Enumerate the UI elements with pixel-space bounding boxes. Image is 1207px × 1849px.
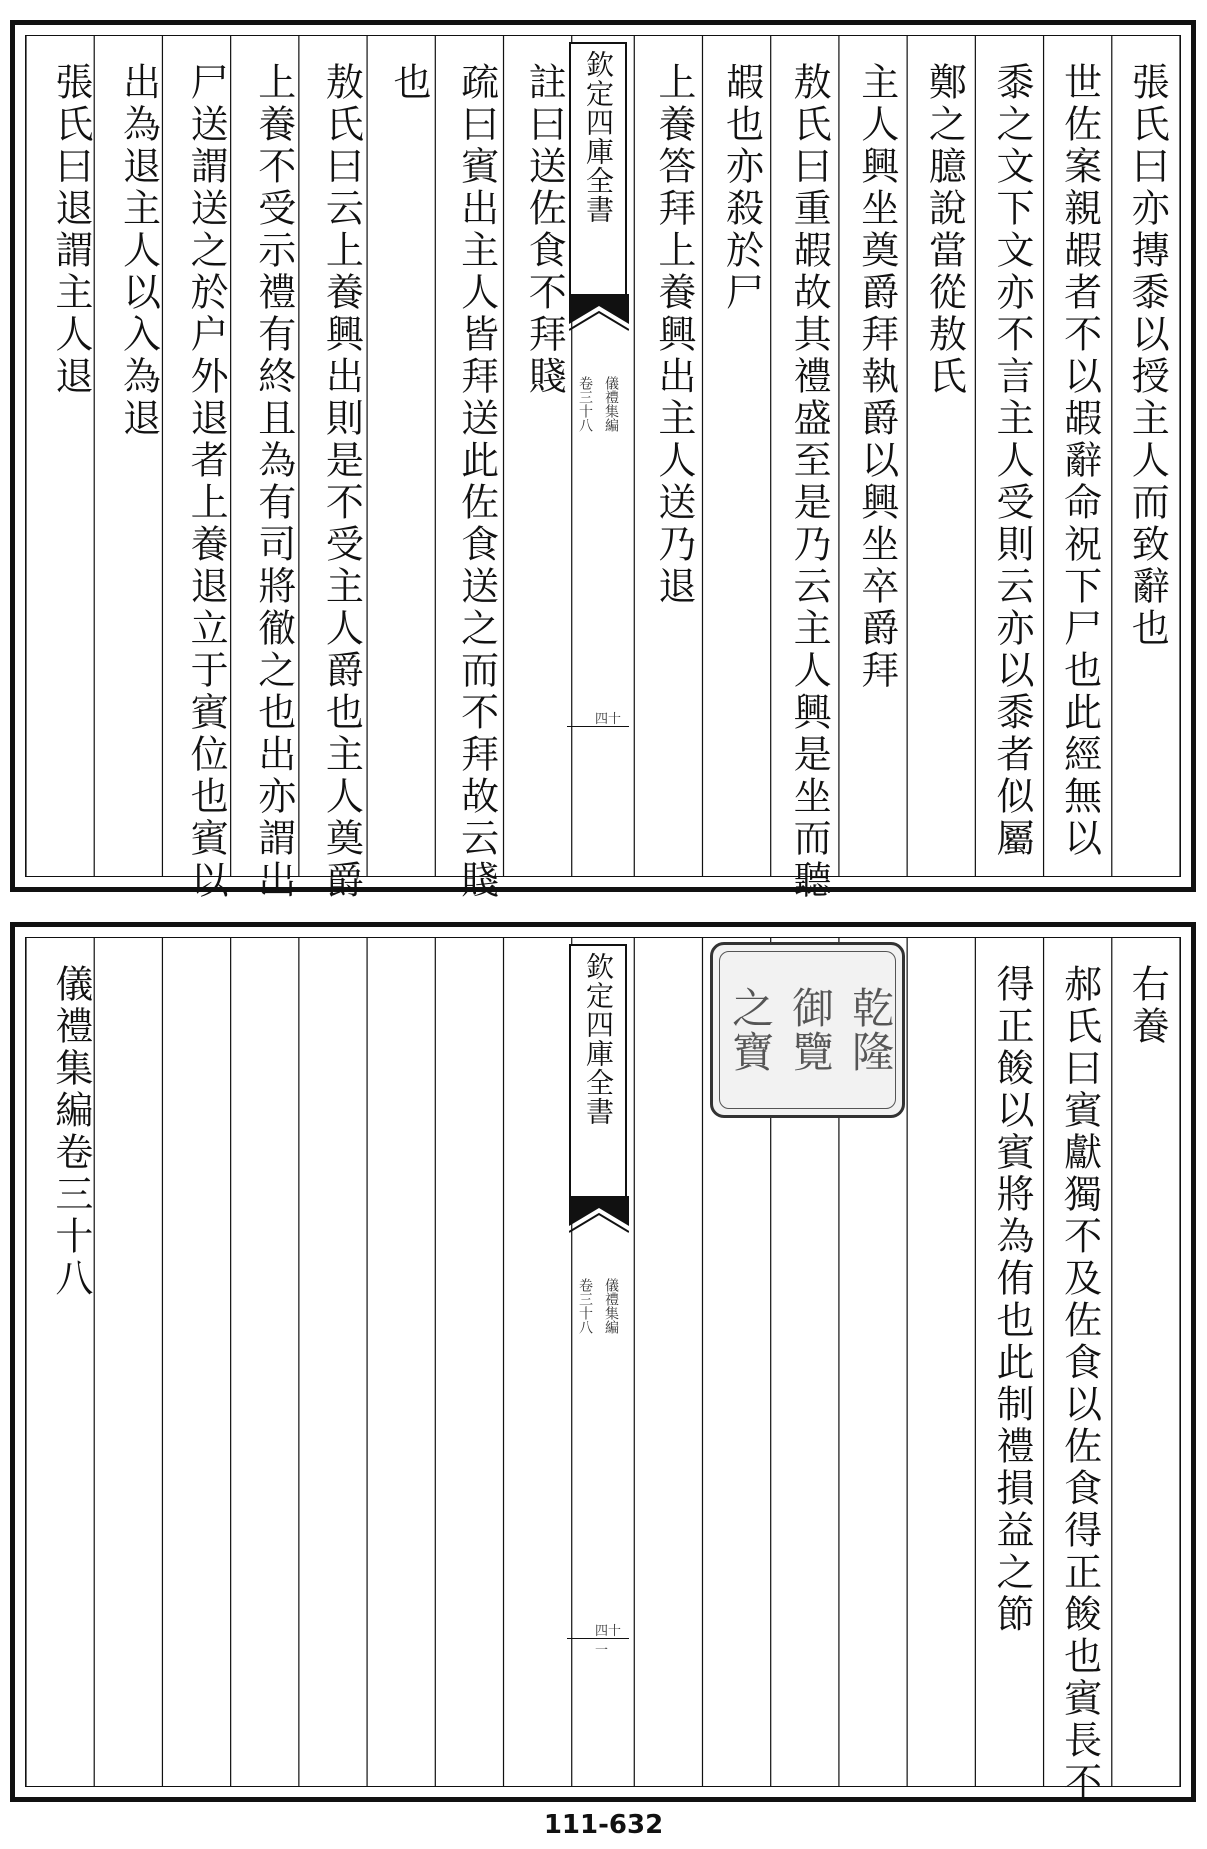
text-column: 疏曰賓出主人皆拜送此佐食送之而不拜故云賤: [454, 62, 499, 902]
bottom-page: [10, 922, 1196, 1802]
band-title-box: [569, 42, 627, 296]
seal-inner-frame: [719, 951, 896, 1109]
text-column: 得正餕以賓將為侑也此制禮損益之節: [989, 964, 1034, 1636]
text-column: 張氏曰退謂主人退: [48, 62, 93, 398]
text-column: 出為退主人以入為退: [116, 62, 161, 440]
bottom-center-band: [567, 938, 629, 1786]
fishtail-ornament: [569, 1196, 629, 1246]
band-title-box: [569, 944, 627, 1198]
top-center-band: [567, 36, 629, 876]
text-column: 敖氏曰重嘏故其禮盛至是乃云主人興是坐而聽: [787, 62, 832, 902]
fishtail-ornament: [569, 294, 629, 344]
text-column: 尸送謂送之於户外退者上養退立于賓位也賓以: [184, 62, 229, 902]
text-column: 郝氏曰賓獻獨不及佐食以佐食得正餕也賓長不: [1057, 964, 1102, 1804]
text-column: 嘏也亦殺於尸: [719, 62, 764, 314]
band-title: 欽定四庫全書: [582, 50, 615, 224]
text-column: 也: [386, 62, 431, 104]
band-book-title: 儀禮集編: [603, 1278, 619, 1334]
seal-text-1: 乾隆: [846, 986, 896, 1074]
text-column: 黍之文下文亦不言主人受則云亦以黍者似屬: [989, 62, 1034, 860]
seal-text-2: 御覽: [786, 986, 836, 1074]
top-page: [10, 20, 1196, 902]
text-column: 世佐案親嘏者不以嘏辭命祝下尸也此經無以: [1057, 62, 1102, 860]
band-leaf-number: 四十: [595, 712, 622, 727]
text-column: 鄭之臆說當從敖氏: [922, 62, 967, 398]
text-column: 右養: [1125, 964, 1170, 1048]
text-column: 上養答拜上養興出主人送乃退: [651, 62, 696, 608]
text-column: 敖氏曰云上養興出則是不受主人爵也主人奠爵: [319, 62, 364, 902]
text-column: 註曰送佐食不拜賤: [522, 62, 567, 398]
bottom-page-frame: [25, 937, 1181, 1804]
text-column: 上養不受示禮有終且為有司將徹之也出亦謂出: [251, 62, 296, 902]
band-volume: 卷三十八: [577, 1278, 593, 1334]
imperial-seal: [710, 942, 905, 1118]
text-column: 儀禮集編卷三十八: [48, 964, 93, 1300]
text-column: 主人興坐奠爵拜執爵以興坐卒爵拜: [854, 62, 899, 692]
text-column: 張氏曰亦摶黍以授主人而致辭也: [1125, 62, 1170, 650]
top-page-frame: [25, 35, 1181, 902]
band-leaf-number: 四十一: [595, 1624, 622, 1658]
band-volume: 卷三十八: [577, 376, 593, 432]
seal-text-3: 之寶: [726, 986, 776, 1074]
band-book-title: 儀禮集編: [603, 376, 619, 432]
page-number: 111-632: [543, 1810, 664, 1840]
band-title: 欽定四庫全書: [582, 952, 615, 1126]
